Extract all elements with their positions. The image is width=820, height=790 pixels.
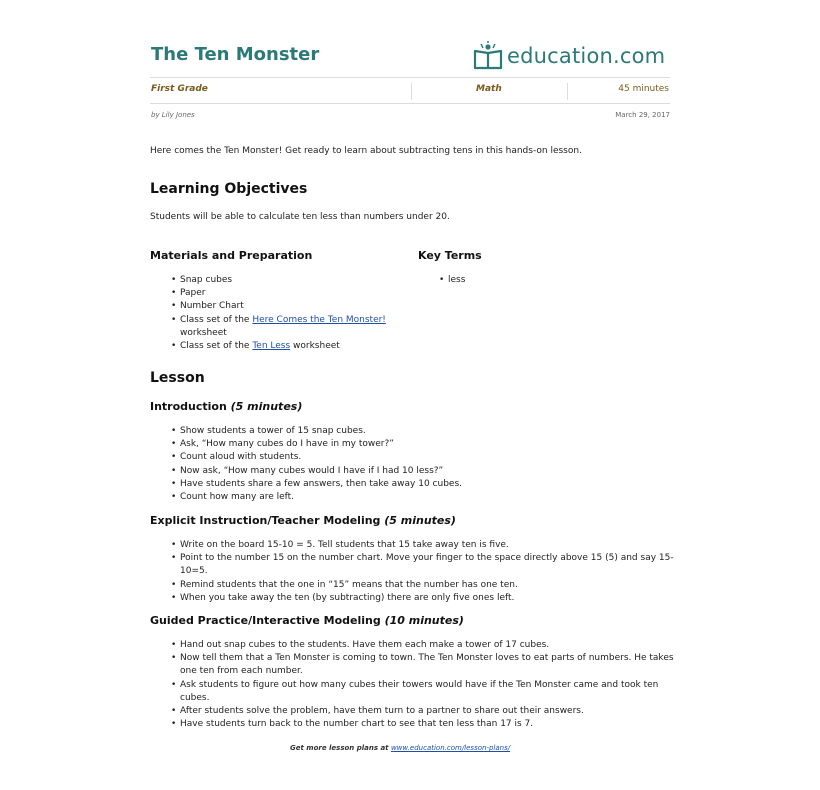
guided-practice-steps <box>171 639 676 731</box>
grade-label: First Grade <box>151 84 208 94</box>
objectives-text: Students will be able to calculate ten less than numbers under 20. <box>150 212 450 222</box>
intro-paragraph: Here comes the Ten Monster! Get ready to learn about subtracting tens in this hands-on lesson. <box>150 146 582 156</box>
list-item: • Remind students that the one in “15” means that the number has one ten. <box>171 579 676 592</box>
list-item: • Paper <box>171 287 401 300</box>
list-item: • Ask students to figure out how many cubes their towers would have if the Ten Monster came and took ten cubes. <box>171 679 676 705</box>
list-item: • less <box>439 274 639 287</box>
author-byline: by Lily Jones <box>151 111 195 119</box>
list-item: • Now ask, “How many cubes would I have if I had 10 less?” <box>171 465 671 478</box>
meta-divider <box>567 83 568 100</box>
list-item: • Class set of the Ten Less worksheet <box>171 340 401 353</box>
subject-label: Math <box>476 84 502 94</box>
section-heading-guided-practice: Guided Practice/Interactive Modeling (10 minutes) <box>150 614 464 627</box>
education-com-logo[interactable] <box>472 41 665 71</box>
list-item: • Ask, “How many cubes do I have in my tower?” <box>171 438 671 451</box>
publish-date: March 29, 2017 <box>615 111 670 119</box>
meta-divider <box>411 83 412 100</box>
key-terms-heading: Key Terms <box>418 249 482 262</box>
lesson-title: The Ten Monster <box>151 44 320 65</box>
page-footer: Get more lesson plans at www.education.com/lesson-plans/ <box>290 744 511 752</box>
lesson-meta-row <box>150 77 670 104</box>
section-heading-explicit-instruction: Explicit Instruction/Teacher Modeling (5 minutes) <box>150 514 456 527</box>
list-item: • After students solve the problem, have them turn to a partner to share out their answers. <box>171 705 676 718</box>
section-heading-introduction: Introduction (5 minutes) <box>150 400 303 413</box>
duration-label: 45 minutes <box>618 84 669 94</box>
list-item: • Have students turn back to the number chart to see that ten less than 17 is 7. <box>171 718 676 731</box>
worksheet-link-ten-monster[interactable]: Here Comes the Ten Monster! <box>252 314 386 325</box>
objectives-heading: Learning Objectives <box>150 181 308 197</box>
materials-heading: Materials and Preparation <box>150 249 313 262</box>
book-reader-icon <box>472 41 506 71</box>
list-item: • Count how many are left. <box>171 491 671 504</box>
logo-text: education.com <box>507 44 666 68</box>
worksheet-link-ten-less[interactable]: Ten Less <box>252 341 291 352</box>
list-item: • Have students share a few answers, then take away 10 cubes. <box>171 478 671 491</box>
list-item: • Write on the board 15-10 = 5. Tell students that 15 take away ten is five. <box>171 539 676 552</box>
lesson-heading: Lesson <box>150 370 205 386</box>
materials-list <box>171 274 401 353</box>
explicit-instruction-steps <box>171 539 676 605</box>
list-item: • Number Chart <box>171 300 401 313</box>
key-terms-list <box>439 274 639 287</box>
list-item: • When you take away the ten (by subtracting) there are only five ones left. <box>171 592 676 605</box>
list-item: • Count aloud with students. <box>171 451 671 464</box>
list-item: • Snap cubes <box>171 274 401 287</box>
list-item: • Now tell them that a Ten Monster is coming to town. The Ten Monster loves to eat parts of numbers. He takes one ten from each number. <box>171 652 676 678</box>
list-item: • Point to the number 15 on the number chart. Move your finger to the space directly above 15 (5) and say 15-10=5. <box>171 552 676 578</box>
list-item: • Class set of the Here Comes the Ten Monster! worksheet <box>171 314 401 340</box>
lesson-plans-link[interactable]: www.education.com/lesson-plans/ <box>390 744 511 752</box>
introduction-steps <box>171 425 671 504</box>
list-item: • Hand out snap cubes to the students. Have them each make a tower of 17 cubes. <box>171 639 676 652</box>
list-item: • Show students a tower of 15 snap cubes. <box>171 425 671 438</box>
